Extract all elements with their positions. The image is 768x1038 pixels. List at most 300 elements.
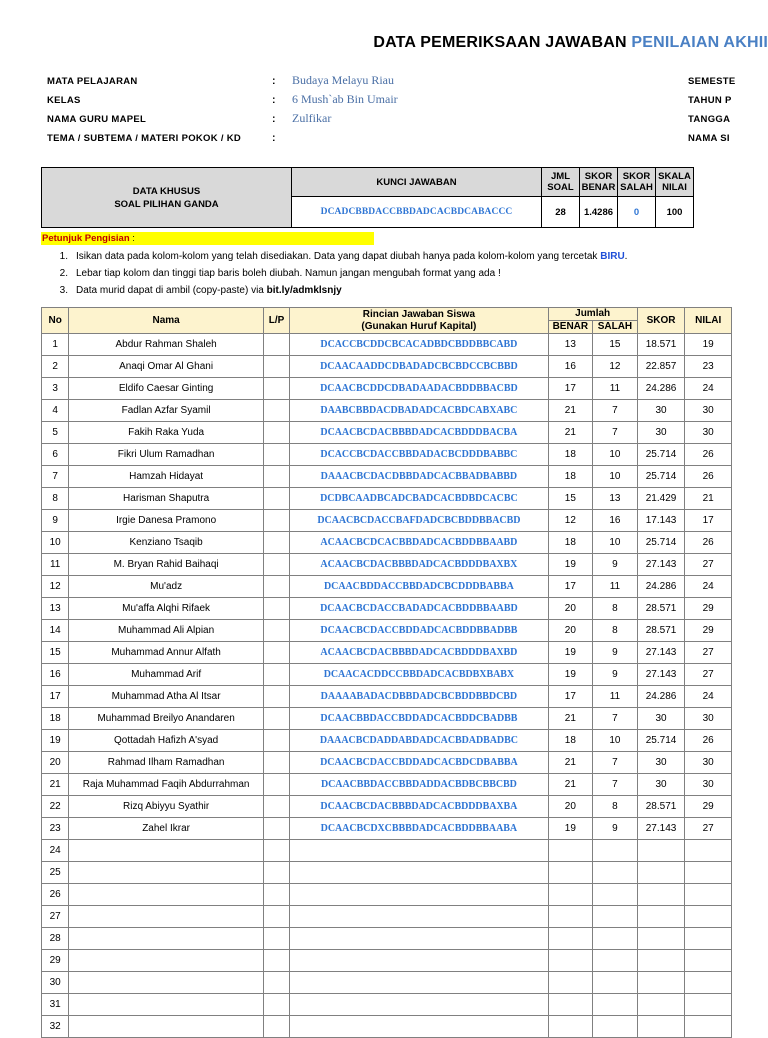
cell-jawaban[interactable]: [290, 994, 548, 1016]
data-khusus-title: [42, 168, 292, 228]
cell-lp[interactable]: [263, 774, 289, 796]
meta-row-nama-guru-mapel: [47, 110, 747, 129]
cell-no: 22: [42, 796, 69, 818]
label-kelas: KELAS: [47, 95, 81, 106]
cell-salah: 12: [593, 356, 638, 378]
cell-benar: 20: [548, 620, 593, 642]
cell-jawaban[interactable]: DAAACBCDACDBBDADCACBBADBABBD: [290, 466, 548, 488]
table-row: [42, 598, 732, 620]
table-row: [42, 928, 732, 950]
cell-nama[interactable]: Abdur Rahman Shaleh: [69, 334, 264, 356]
cell-lp[interactable]: [263, 840, 289, 862]
cell-jawaban[interactable]: DCAACBBDACCBDDADCACBDDCBADBB: [290, 708, 548, 730]
cell-nama[interactable]: Fikri Ulum Ramadhan: [69, 444, 264, 466]
cell-benar: [548, 972, 593, 994]
cell-nama[interactable]: [69, 972, 264, 994]
colon-kelas: :: [272, 94, 276, 106]
cell-jawaban[interactable]: DAAAABADACDBBDADCBCBDDBBDCBD: [290, 686, 548, 708]
table-row: [42, 708, 732, 730]
cell-salah: 9: [593, 818, 638, 840]
cell-benar: 18: [548, 532, 593, 554]
cell-benar: [548, 928, 593, 950]
cell-nilai: [685, 840, 732, 862]
cell-lp[interactable]: [263, 620, 289, 642]
cell-lp[interactable]: [263, 510, 289, 532]
cell-jawaban[interactable]: DCAACBCDDCDBADAADACBDDBBACBD: [290, 378, 548, 400]
table-row: [42, 972, 732, 994]
cell-no: 24: [42, 840, 69, 862]
cell-benar: 21: [548, 752, 593, 774]
label-tahun-pelajaran: TAHUN P: [688, 95, 732, 106]
cell-skor: [637, 972, 685, 994]
kunci-jawaban-value[interactable]: DCADCBBDACCBBDADCACBDCABACCC: [292, 197, 542, 228]
table-row: [42, 862, 732, 884]
cell-jawaban[interactable]: [290, 1016, 548, 1038]
cell-skor: 25.714: [637, 730, 685, 752]
cell-skor: [637, 884, 685, 906]
cell-lp[interactable]: [263, 532, 289, 554]
cell-nama[interactable]: M. Bryan Rahid Baihaqi: [69, 554, 264, 576]
cell-nilai: 26: [685, 730, 732, 752]
cell-nilai: [685, 928, 732, 950]
cell-benar: 15: [548, 488, 593, 510]
cell-jawaban[interactable]: DCAACBCDACBBBDADCACBDDDBACBA: [290, 422, 548, 444]
instruction-1-text: Isikan data pada kolom-kolom yang telah disediakan. Data yang dapat diubah hanya pada kolom-kolom yang tercetak: [76, 251, 601, 262]
cell-nama[interactable]: Anaqi Omar Al Ghani: [69, 356, 264, 378]
instruction-3-link[interactable]: bit.ly/admklsnjy: [266, 285, 342, 296]
data-khusus-title-line2: SOAL PILIHAN GANDA: [114, 198, 219, 210]
cell-salah: [593, 972, 638, 994]
table-row: [42, 422, 732, 444]
table-row: [42, 906, 732, 928]
value-nama-guru-mapel[interactable]: Zulfikar: [292, 111, 332, 125]
cell-salah: 8: [593, 598, 638, 620]
cell-no: 21: [42, 774, 69, 796]
cell-benar: 18: [548, 466, 593, 488]
cell-nama[interactable]: [69, 950, 264, 972]
header-nama: Nama: [69, 308, 264, 334]
cell-jawaban[interactable]: [290, 884, 548, 906]
cell-nama[interactable]: Rizq Abiyyu Syathir: [69, 796, 264, 818]
cell-benar: 21: [548, 774, 593, 796]
cell-salah: [593, 840, 638, 862]
cell-salah: 7: [593, 400, 638, 422]
instruction-item-1: [52, 250, 768, 263]
cell-skor: 30: [637, 708, 685, 730]
cell-salah: [593, 928, 638, 950]
cell-no: 2: [42, 356, 69, 378]
instruction-1-highlight: BIRU: [600, 251, 625, 262]
cell-jawaban[interactable]: [290, 840, 548, 862]
cell-nama[interactable]: Muhammad Atha Al Itsar: [69, 686, 264, 708]
cell-nama[interactable]: Muhammad Breilyo Anandaren: [69, 708, 264, 730]
cell-nilai: 29: [685, 598, 732, 620]
cell-lp[interactable]: [263, 950, 289, 972]
cell-skor: 27.143: [637, 642, 685, 664]
cell-nama[interactable]: Fakih Raka Yuda: [69, 422, 264, 444]
header-benar: BENAR: [548, 321, 593, 334]
skor-benar-header-line1: SKOR: [584, 171, 613, 182]
header-rincian-jawaban: [290, 308, 548, 334]
cell-salah: 11: [593, 378, 638, 400]
table-row: [42, 378, 732, 400]
cell-salah: 16: [593, 510, 638, 532]
cell-benar: 18: [548, 730, 593, 752]
cell-skor: 28.571: [637, 620, 685, 642]
cell-skor: 30: [637, 774, 685, 796]
cell-no: 11: [42, 554, 69, 576]
cell-lp[interactable]: [263, 356, 289, 378]
cell-no: 3: [42, 378, 69, 400]
cell-jawaban[interactable]: DCAACBCDACCBAFDADCBCBDDBBACBD: [290, 510, 548, 532]
cell-benar: 21: [548, 422, 593, 444]
label-mata-pelajaran: MATA PELAJARAN: [47, 76, 138, 87]
data-khusus-title-line1: DATA KHUSUS: [132, 185, 201, 197]
instruction-item-2: [52, 267, 768, 280]
table-row: [42, 1016, 732, 1038]
cell-salah: 11: [593, 686, 638, 708]
cell-no: 19: [42, 730, 69, 752]
cell-nama[interactable]: Eldifo Caesar Ginting: [69, 378, 264, 400]
cell-benar: 20: [548, 598, 593, 620]
table-row: [42, 400, 732, 422]
table-row: [42, 510, 732, 532]
petunjuk-heading-colon: :: [129, 233, 135, 244]
data-khusus-table: [41, 167, 694, 228]
cell-lp[interactable]: [263, 818, 289, 840]
cell-benar: 17: [548, 576, 593, 598]
cell-benar: [548, 994, 593, 1016]
header-no: No: [42, 308, 69, 334]
cell-nilai: [685, 1016, 732, 1038]
cell-no: 26: [42, 884, 69, 906]
cell-lp[interactable]: [263, 994, 289, 1016]
cell-lp[interactable]: [263, 730, 289, 752]
table-header: [42, 308, 732, 334]
header-meta: [47, 72, 747, 148]
skor-salah-header: [618, 168, 656, 197]
cell-nama[interactable]: Raja Muhammad Faqih Abdurrahman: [69, 774, 264, 796]
cell-lp[interactable]: [263, 466, 289, 488]
cell-jawaban[interactable]: [290, 972, 548, 994]
kunci-jawaban-header: KUNCI JAWABAN: [292, 168, 542, 197]
cell-benar: [548, 840, 593, 862]
cell-benar: 17: [548, 686, 593, 708]
cell-nama[interactable]: Mu'adz: [69, 576, 264, 598]
cell-no: 17: [42, 686, 69, 708]
cell-skor: 28.571: [637, 796, 685, 818]
cell-no: 18: [42, 708, 69, 730]
cell-no: 32: [42, 1016, 69, 1038]
cell-benar: [548, 1016, 593, 1038]
cell-jawaban[interactable]: DCACCBCDDCBCACADBDCBDDBBCABD: [290, 334, 548, 356]
instructions-list: [52, 250, 768, 301]
cell-skor: 17.143: [637, 510, 685, 532]
cell-no: 30: [42, 972, 69, 994]
cell-nama[interactable]: Harisman Shaputra: [69, 488, 264, 510]
cell-nama[interactable]: Muhammad Arif: [69, 664, 264, 686]
cell-benar: 18: [548, 444, 593, 466]
table-row: [42, 686, 732, 708]
cell-nilai: [685, 862, 732, 884]
cell-skor: 30: [637, 752, 685, 774]
table-row: [42, 774, 732, 796]
cell-lp[interactable]: [263, 488, 289, 510]
skala-nilai-header: [656, 168, 694, 197]
cell-lp[interactable]: [263, 422, 289, 444]
cell-lp[interactable]: [263, 598, 289, 620]
cell-nilai: [685, 950, 732, 972]
table-row: [42, 884, 732, 906]
cell-lp[interactable]: [263, 642, 289, 664]
cell-lp[interactable]: [263, 752, 289, 774]
table-body: [42, 334, 732, 1038]
cell-nama[interactable]: Fadlan Azfar Syamil: [69, 400, 264, 422]
cell-salah: 9: [593, 664, 638, 686]
label-tanggal: TANGGA: [688, 114, 731, 125]
cell-jawaban[interactable]: DCAACBBDACCBBDADDACBDBCBBCBD: [290, 774, 548, 796]
cell-no: 6: [42, 444, 69, 466]
cell-skor: 18.571: [637, 334, 685, 356]
table-row: [42, 642, 732, 664]
skala-nilai-header-line2: NILAI: [662, 182, 687, 193]
instruction-1-number: 1.: [59, 251, 68, 262]
cell-jawaban[interactable]: DCAACAADDCDBADADCBCBDCCBCBBD: [290, 356, 548, 378]
cell-nilai: 26: [685, 444, 732, 466]
cell-lp[interactable]: [263, 576, 289, 598]
table-row: [42, 466, 732, 488]
cell-salah: 13: [593, 488, 638, 510]
skor-salah-header-line2: SALAH: [620, 182, 653, 193]
cell-jawaban[interactable]: ACAACBCDACBBBDADCACBDDDBAXBD: [290, 642, 548, 664]
cell-salah: 15: [593, 334, 638, 356]
header-rincian-jawaban-line2: (Gunakan Huruf Kapital): [361, 320, 477, 332]
value-mata-pelajaran[interactable]: Budaya Melayu Riau: [292, 73, 394, 87]
cell-nama[interactable]: [69, 884, 264, 906]
cell-skor: 21.429: [637, 488, 685, 510]
instruction-2-text: Lebar tiap kolom dan tinggi tiap baris boleh diubah. Namun jangan mengubah format yang ada !: [76, 268, 501, 279]
skor-salah-value[interactable]: 0: [618, 197, 656, 228]
cell-salah: 10: [593, 532, 638, 554]
cell-benar: 19: [548, 642, 593, 664]
cell-salah: [593, 1016, 638, 1038]
cell-nilai: 30: [685, 752, 732, 774]
cell-lp[interactable]: [263, 972, 289, 994]
value-kelas[interactable]: 6 Mush`ab Bin Umair: [292, 92, 398, 106]
colon-mata-pelajaran: :: [272, 75, 276, 87]
table-row: [42, 554, 732, 576]
cell-lp[interactable]: [263, 554, 289, 576]
cell-skor: [637, 1016, 685, 1038]
label-nama-sekolah: NAMA SI: [688, 133, 730, 144]
cell-jawaban[interactable]: DCAACBDDACCBBDADCBCDDDBABBA: [290, 576, 548, 598]
cell-jawaban[interactable]: DCAACBCDACCBDDADCACBDCDBABBA: [290, 752, 548, 774]
skor-benar-value: 1.4286: [580, 197, 618, 228]
table-row: [42, 994, 732, 1016]
cell-nilai: [685, 972, 732, 994]
cell-benar: 21: [548, 400, 593, 422]
table-row: [42, 818, 732, 840]
cell-no: 10: [42, 532, 69, 554]
label-nama-guru-mapel: NAMA GURU MAPEL: [47, 114, 147, 125]
meta-row-kelas: [47, 91, 747, 110]
cell-nama[interactable]: [69, 906, 264, 928]
cell-no: 12: [42, 576, 69, 598]
cell-no: 31: [42, 994, 69, 1016]
cell-no: 14: [42, 620, 69, 642]
skala-nilai-header-line1: SKALA: [658, 171, 691, 182]
data-khusus-header-row: [42, 168, 694, 197]
cell-jawaban[interactable]: DCAACBCDXCBBBDADCACBDDBBAABA: [290, 818, 548, 840]
cell-lp[interactable]: [263, 796, 289, 818]
cell-salah: 10: [593, 730, 638, 752]
cell-salah: [593, 906, 638, 928]
cell-jawaban[interactable]: DCDBCAADBCADCBADCACBDBDCACBC: [290, 488, 548, 510]
table-row: [42, 752, 732, 774]
cell-nilai: 30: [685, 708, 732, 730]
cell-lp[interactable]: [263, 928, 289, 950]
cell-nilai: [685, 994, 732, 1016]
table-row: [42, 664, 732, 686]
cell-lp[interactable]: [263, 884, 289, 906]
cell-skor: 27.143: [637, 818, 685, 840]
cell-nama[interactable]: Irgie Danesa Pramono: [69, 510, 264, 532]
table-row: [42, 532, 732, 554]
cell-nilai: [685, 884, 732, 906]
cell-lp[interactable]: [263, 378, 289, 400]
cell-nama[interactable]: [69, 928, 264, 950]
cell-jawaban[interactable]: DCACCBCDACCBBDADACBCDDDBABBC: [290, 444, 548, 466]
cell-benar: 16: [548, 356, 593, 378]
instruction-2-number: 2.: [59, 268, 68, 279]
cell-nilai: 26: [685, 466, 732, 488]
page-title-black: DATA PEMERIKSAAN JAWABAN: [373, 34, 632, 51]
cell-nama[interactable]: Muhammad Ali Alpian: [69, 620, 264, 642]
cell-salah: 9: [593, 642, 638, 664]
cell-lp[interactable]: [263, 862, 289, 884]
cell-skor: 25.714: [637, 466, 685, 488]
cell-nama[interactable]: [69, 840, 264, 862]
cell-no: 4: [42, 400, 69, 422]
cell-no: 8: [42, 488, 69, 510]
cell-benar: 19: [548, 554, 593, 576]
cell-lp[interactable]: [263, 686, 289, 708]
cell-nama[interactable]: [69, 994, 264, 1016]
cell-lp[interactable]: [263, 906, 289, 928]
cell-skor: [637, 906, 685, 928]
cell-salah: 10: [593, 466, 638, 488]
table-row: [42, 576, 732, 598]
cell-benar: [548, 950, 593, 972]
cell-skor: [637, 840, 685, 862]
header-jumlah: Jumlah: [548, 308, 637, 321]
cell-jawaban[interactable]: DAAACBCDADDABDADCACBDADBADBC: [290, 730, 548, 752]
cell-jawaban[interactable]: ACAACBCDACBBBDADCACBDDDBAXBX: [290, 554, 548, 576]
cell-salah: 10: [593, 444, 638, 466]
cell-salah: 7: [593, 422, 638, 444]
cell-jawaban[interactable]: [290, 928, 548, 950]
cell-no: 25: [42, 862, 69, 884]
instruction-1-text-after: .: [624, 251, 628, 262]
cell-nilai: 29: [685, 796, 732, 818]
cell-no: 23: [42, 818, 69, 840]
cell-nama[interactable]: Muhammad Annur Alfath: [69, 642, 264, 664]
cell-benar: 13: [548, 334, 593, 356]
label-semester: SEMESTE: [688, 76, 736, 87]
cell-nama[interactable]: [69, 1016, 264, 1038]
cell-jawaban[interactable]: DCAACBCDACCBDDADCACBDDBBADBB: [290, 620, 548, 642]
cell-salah: [593, 884, 638, 906]
cell-skor: 24.286: [637, 686, 685, 708]
cell-nama[interactable]: [69, 862, 264, 884]
cell-skor: 27.143: [637, 664, 685, 686]
cell-nilai: 27: [685, 642, 732, 664]
skor-salah-header-line1: SKOR: [622, 171, 651, 182]
cell-jawaban[interactable]: [290, 906, 548, 928]
cell-salah: 11: [593, 576, 638, 598]
cell-jawaban[interactable]: DAABCBBDACDBADADCACBDCABXABC: [290, 400, 548, 422]
cell-nama[interactable]: Rahmad Ilham Ramadhan: [69, 752, 264, 774]
cell-lp[interactable]: [263, 664, 289, 686]
cell-salah: 8: [593, 620, 638, 642]
cell-skor: 30: [637, 422, 685, 444]
cell-salah: [593, 862, 638, 884]
cell-salah: 7: [593, 774, 638, 796]
cell-nama[interactable]: Zahel Ikrar: [69, 818, 264, 840]
cell-salah: [593, 994, 638, 1016]
cell-jawaban[interactable]: [290, 950, 548, 972]
cell-benar: [548, 884, 593, 906]
table-row: [42, 950, 732, 972]
colon-nama-guru-mapel: :: [272, 113, 276, 125]
cell-skor: 22.857: [637, 356, 685, 378]
cell-salah: [593, 950, 638, 972]
cell-nama[interactable]: Kenziano Tsaqib: [69, 532, 264, 554]
cell-nilai: 23: [685, 356, 732, 378]
table-row: [42, 730, 732, 752]
cell-jawaban[interactable]: DCAACACDDCCBBDADCACBDBXBABX: [290, 664, 548, 686]
skala-nilai-value: 100: [656, 197, 694, 228]
cell-lp[interactable]: [263, 334, 289, 356]
instruction-item-3: [52, 284, 768, 297]
cell-nilai: 29: [685, 620, 732, 642]
cell-lp[interactable]: [263, 1016, 289, 1038]
skor-benar-header-line2: BENAR: [581, 182, 616, 193]
cell-benar: [548, 862, 593, 884]
label-tema-subtema: TEMA / SUBTEMA / MATERI POKOK / KD: [47, 133, 242, 144]
cell-skor: [637, 928, 685, 950]
cell-nama[interactable]: Qottadah Hafizh A'syad: [69, 730, 264, 752]
cell-jawaban[interactable]: DCAACBCDACBBBDADCACBDDDBAXBA: [290, 796, 548, 818]
cell-lp[interactable]: [263, 444, 289, 466]
cell-jawaban[interactable]: DCAACBCDACCBADADCACBDDBBAABD: [290, 598, 548, 620]
header-lp: L/P: [263, 308, 289, 334]
cell-lp[interactable]: [263, 708, 289, 730]
cell-benar: 19: [548, 664, 593, 686]
skor-benar-header: [580, 168, 618, 197]
cell-nama[interactable]: Mu'affa Alqhi Rifaek: [69, 598, 264, 620]
cell-nilai: 24: [685, 576, 732, 598]
cell-no: 7: [42, 466, 69, 488]
cell-nama[interactable]: Hamzah Hidayat: [69, 466, 264, 488]
table-row: [42, 796, 732, 818]
cell-lp[interactable]: [263, 400, 289, 422]
cell-nilai: 27: [685, 554, 732, 576]
cell-jawaban[interactable]: ACAACBCDCACBBDADCACBDDBBAABD: [290, 532, 548, 554]
cell-jawaban[interactable]: [290, 862, 548, 884]
cell-no: 29: [42, 950, 69, 972]
cell-skor: [637, 950, 685, 972]
